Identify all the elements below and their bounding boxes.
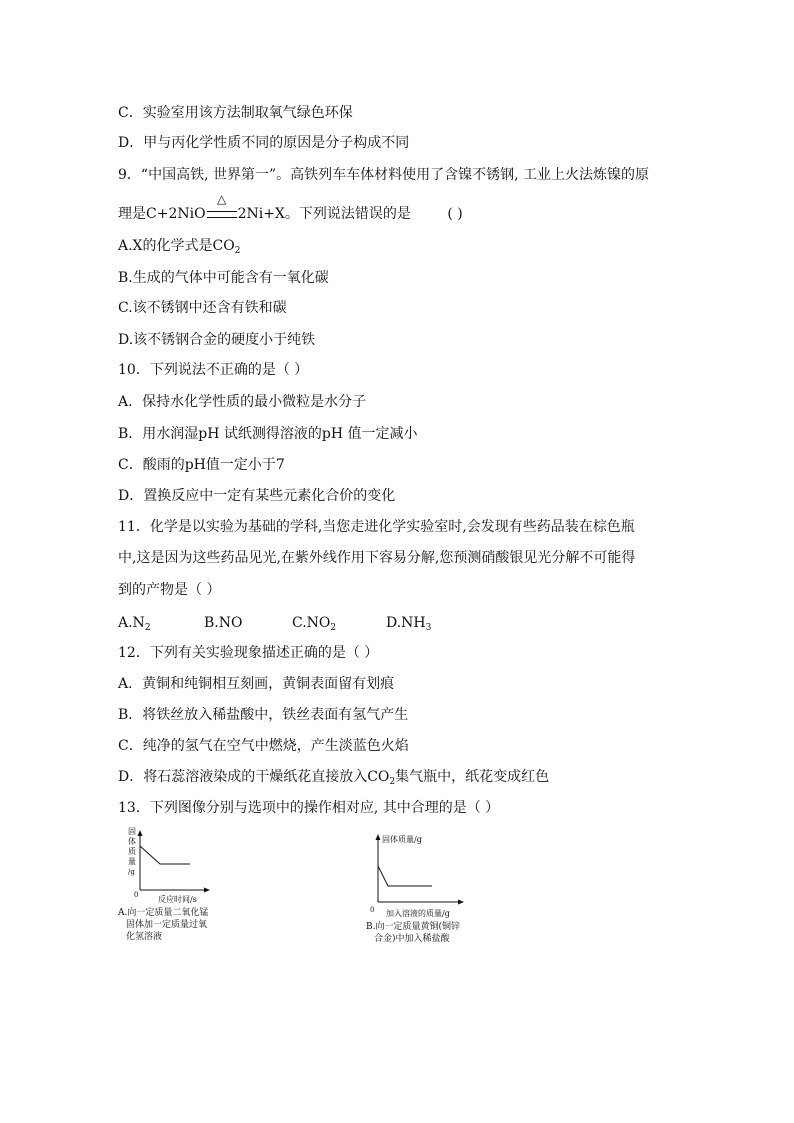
graph-b-caption-2: 合金)中加入稀盐酸	[374, 934, 450, 944]
q12-option-d: D．将石蕊溶液染成的干燥纸花直接放入$CO_2$集气瓶中，纸花变成红色	[118, 769, 550, 787]
q11-option-c: $C.NO_2$	[292, 615, 337, 633]
q12-stem: 12．下列有关实验现象描述正确的是（ ）	[118, 645, 379, 661]
graph-a	[114, 824, 224, 908]
graph-b-svg	[366, 830, 476, 920]
q11-option-b: B.NO	[204, 615, 243, 631]
graph-a-xlabel: 反应时间/s	[158, 895, 197, 904]
q11-stem-line-3: 到的产物是（ ）	[118, 582, 221, 598]
q9a-subscript: 2	[234, 246, 241, 256]
q9-option-c: C.该不锈钢中还含有铁和碳	[118, 300, 287, 316]
graph-b-x-arrow	[458, 900, 464, 905]
graph-a-svg	[114, 824, 224, 908]
graph-a-curve	[140, 846, 190, 864]
graph-a-ylabel-char: 量	[128, 857, 136, 866]
graph-a-ylabel-char: 固	[128, 827, 136, 836]
graph-b-ylabel: 固体质量/g	[382, 835, 422, 844]
q13-stem: 13．下列图像分别与选项中的操作相对应, 其中合理的是（ ）	[118, 800, 500, 816]
graph-b-curve	[378, 866, 432, 886]
q8-option-c: C．实验室用该方法制取氧气绿色环保	[118, 105, 353, 121]
q10-option-c: C．酸雨的pH值一定小于7	[118, 457, 285, 473]
q9-eq-before: 理是C+2NiO	[118, 206, 206, 222]
q8-option-d: D．甲与丙化学性质不同的原因是分子构成不同	[118, 135, 410, 151]
graph-b-origin: 0	[370, 906, 375, 914]
graph-b	[366, 830, 476, 920]
equals-bar	[207, 211, 237, 218]
graph-b-xlabel: 加入溶液的质量/g	[386, 909, 450, 918]
q11-stem-line-2: 中,这是因为这些药品见光,在紫外线作用下容易分解,您预测硝酸银见光分解不可能得	[118, 550, 636, 566]
q11-option-d: $D.NH_3$	[386, 615, 432, 633]
graph-a-y-arrow	[138, 830, 143, 836]
q9-answer-paren: ( )	[447, 206, 463, 222]
q12-option-a: A．黄铜和纯铜相互刻画，黄铜表面留有划痕	[118, 676, 395, 692]
graph-a-x-arrow	[204, 888, 210, 893]
q9-eq-after: 2Ni+X。下列说法错误的是	[237, 206, 411, 222]
graph-a-ylabel-char: 体	[128, 837, 136, 846]
graph-a-origin: 0	[134, 891, 139, 899]
q9-option-b: B.生成的气体中可能含有一氧化碳	[118, 270, 329, 286]
graph-a-ylabel-char: /g	[128, 868, 135, 876]
q10-option-b: B．用水润湿pH 试纸测得溶液的pH 值一定减小	[118, 426, 418, 442]
q10-stem: 10．下列说法不正确的是（ ）	[118, 362, 309, 378]
q9-option-a	[118, 236, 240, 256]
q9-option-d: D.该不锈钢合金的硬度小于纯铁	[118, 332, 316, 348]
graph-a-ylabel-char: 质	[128, 847, 136, 856]
graph-b-caption-1: B.向一定质量黄铜(铜锌	[366, 922, 460, 932]
q12-option-b: B．将铁丝放入稀盐酸中，铁丝表面有氢气产生	[118, 707, 409, 723]
q9-stem: 9．“中国高铁, 世界第一”。高铁列车车体材料使用了含镍不锈钢, 工业上火法炼镍的原	[118, 167, 650, 183]
heat-triangle-icon: △	[216, 192, 227, 206]
reaction-condition	[206, 192, 238, 224]
q11-stem-line-1: 11．化学是以实验为基础的学科,当您走进化学实验室时,会发现有些药品装在棕色瓶	[118, 519, 635, 535]
q9a-text: A.X的化学式是CO	[118, 238, 235, 254]
graph-b-y-arrow	[376, 834, 381, 840]
q11-options	[118, 613, 431, 633]
q11-option-a: $A.N_2$	[118, 615, 151, 633]
graph-a-caption-2: 固体加一定质量过氧	[126, 920, 208, 930]
q10-option-a: A．保持水化学性质的最小微粒是水分子	[118, 394, 367, 410]
graph-a-caption-1: A.向一定质量二氧化锰	[118, 908, 209, 918]
q10-option-d: D．置换反应中一定有某些元素化合价的变化	[118, 488, 396, 504]
q12-option-c: C．纯净的氢气在空气中燃烧，产生淡蓝色火焰	[118, 738, 409, 754]
graph-a-caption-3: 化氢溶液	[126, 932, 163, 942]
q9-equation-line	[118, 192, 463, 224]
